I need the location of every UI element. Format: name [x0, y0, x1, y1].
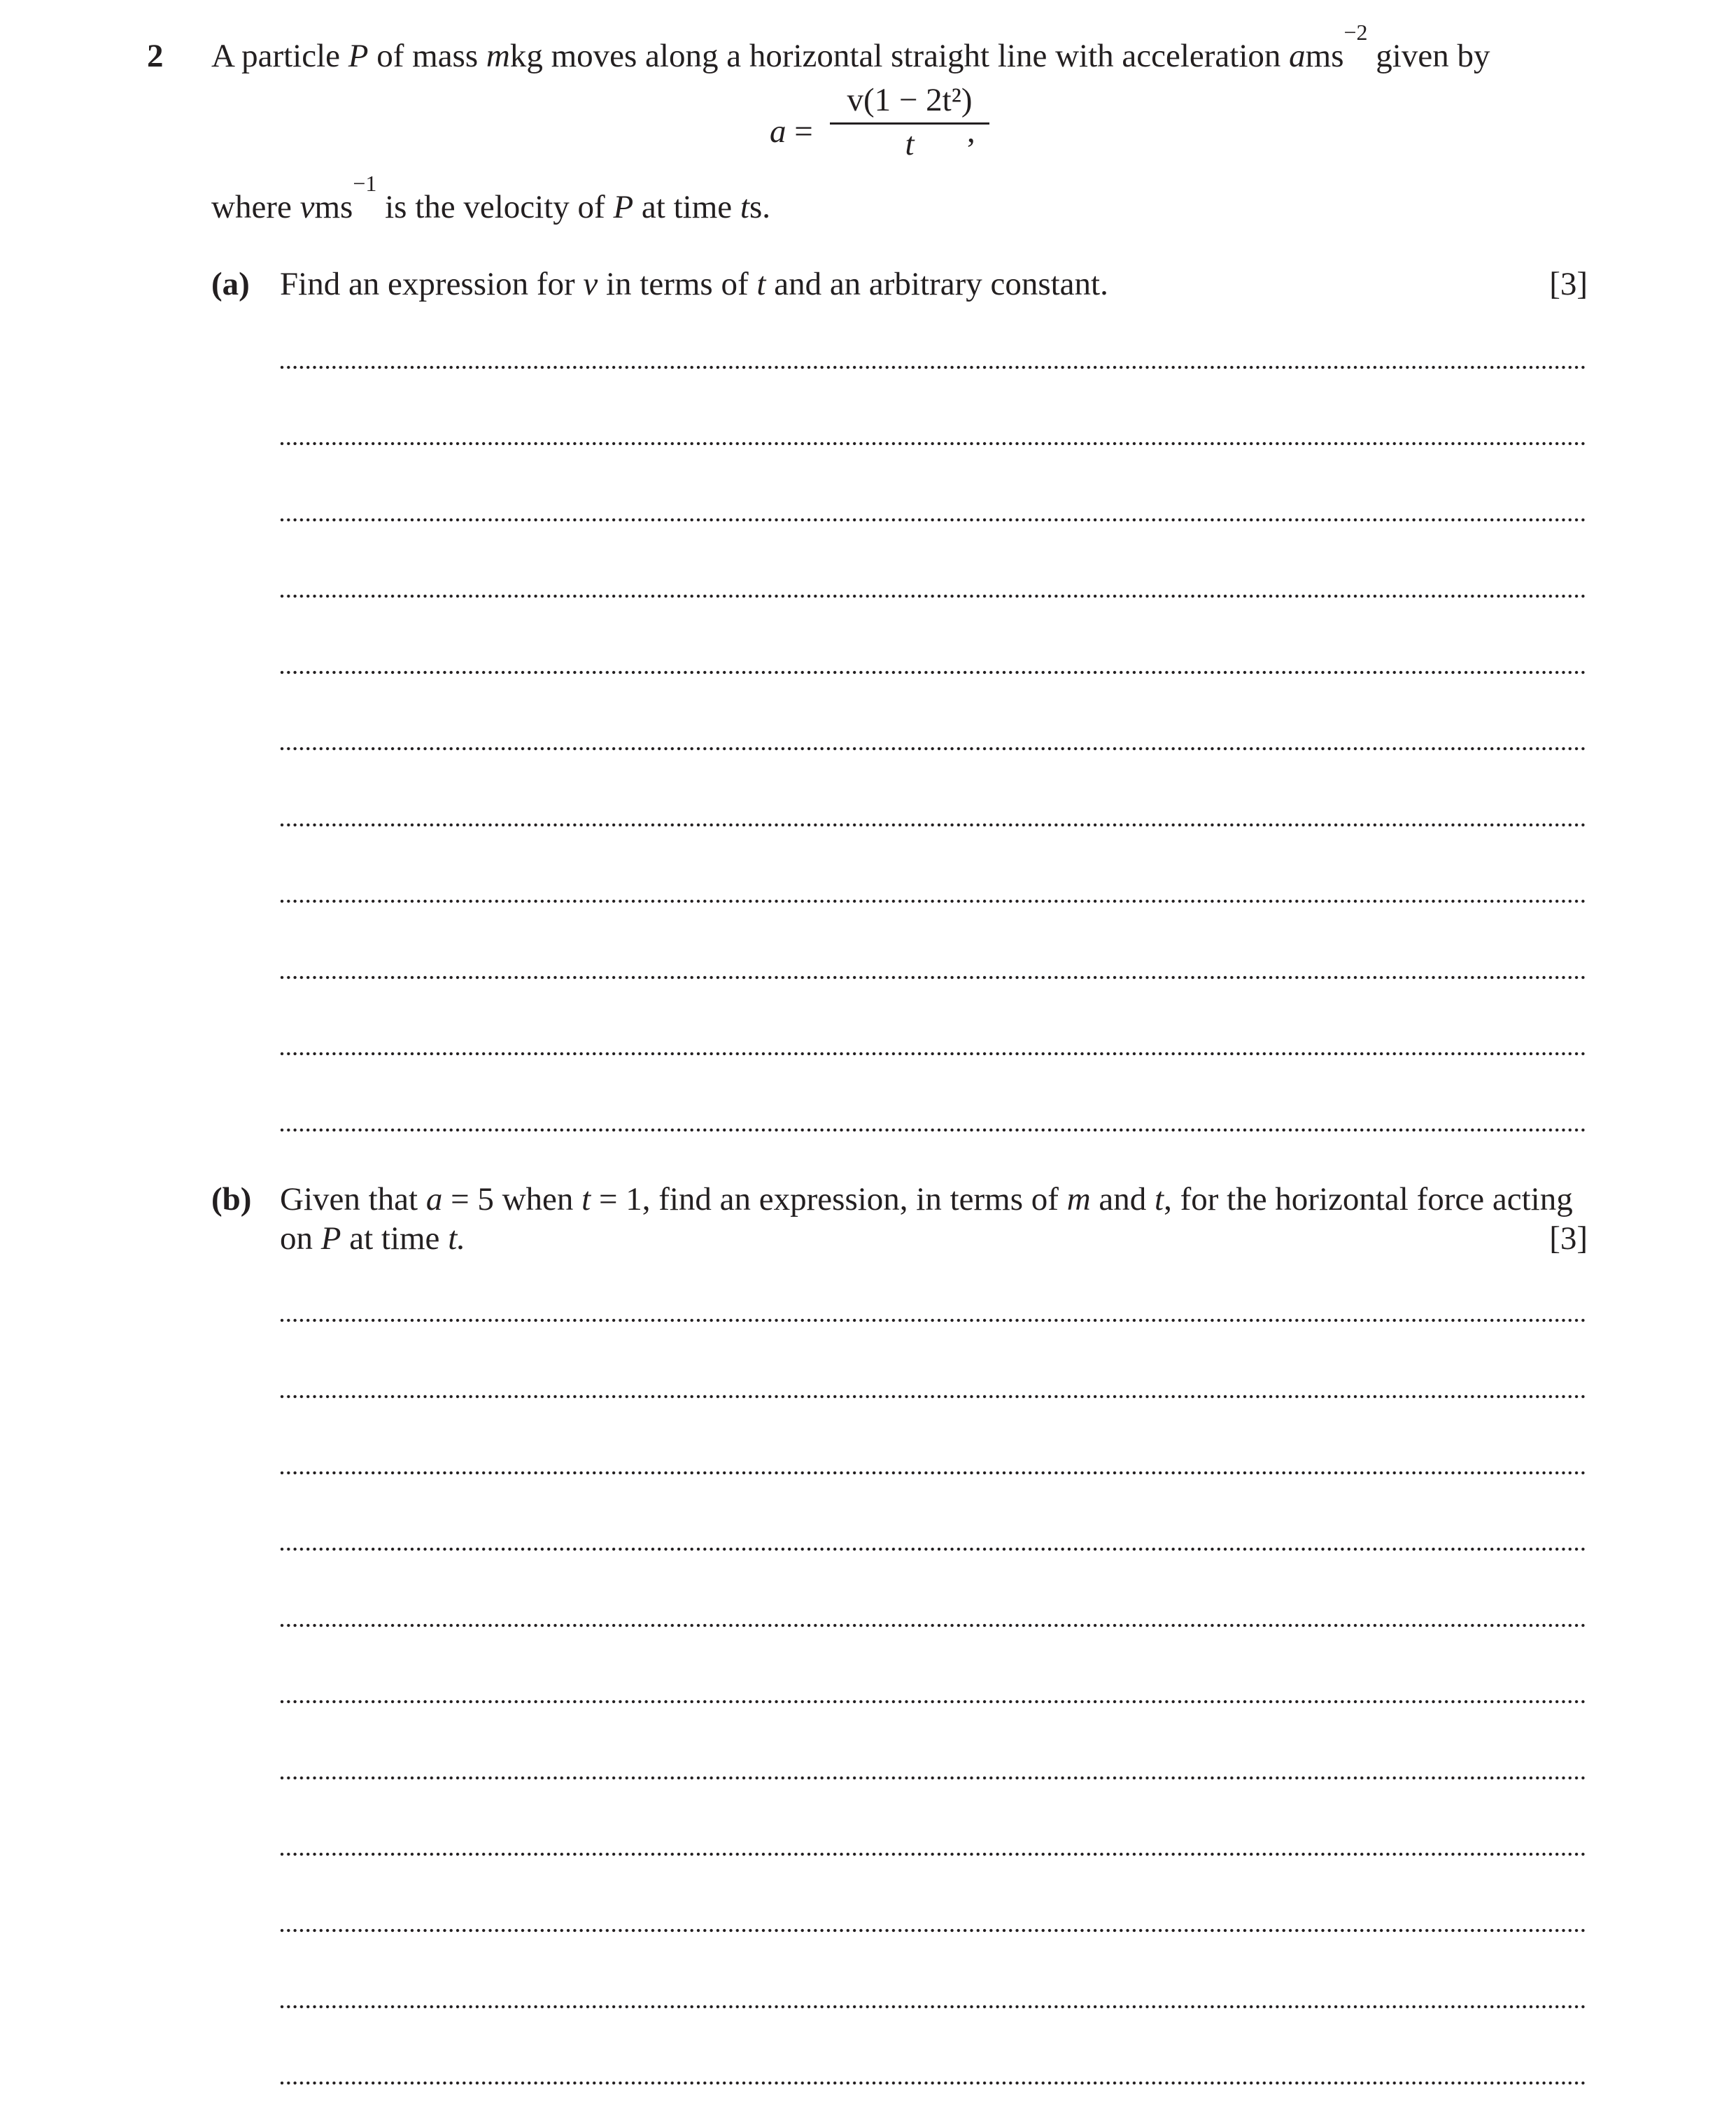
part-a-marks: [3] [1549, 266, 1588, 302]
where-text-3: is the velocity of [376, 189, 614, 225]
part-b-answer-line[interactable] [280, 1623, 1587, 1628]
part-a-text-1: Find an expression for [280, 266, 584, 302]
equation-fraction [830, 80, 989, 162]
part-b-marks: [3] [1549, 1220, 1588, 1257]
where-var-P: P [613, 189, 634, 225]
part-a-answer-line[interactable] [280, 823, 1587, 827]
part-b-question-line-2 [280, 1219, 465, 1258]
part-a-text-2: in terms of [598, 266, 757, 302]
equation-numerator: v(1 − 2t²) [847, 82, 973, 118]
part-b-answer-line[interactable] [280, 1471, 1587, 1475]
part-b-answer-line[interactable] [280, 1852, 1587, 1856]
part-b-text-6: on [280, 1220, 321, 1257]
part-a-answer-line[interactable] [280, 518, 1587, 522]
part-b-text-2: = 5 when [442, 1181, 582, 1217]
unit-ms: ms [1305, 38, 1344, 74]
part-b-answer-line[interactable] [280, 2081, 1587, 2085]
part-b-answer-line[interactable] [280, 1318, 1587, 1322]
part-b-text-1: Given that [280, 1181, 426, 1217]
where-text-4: at time [633, 189, 740, 225]
part-b-answer-line[interactable] [280, 1395, 1587, 1399]
part-b-answer-line[interactable] [280, 1547, 1587, 1551]
intro-text-1: A particle [211, 38, 348, 74]
part-a-answer-line[interactable] [280, 594, 1587, 598]
unit-exponent: −2 [1343, 20, 1368, 45]
part-b-var-t-3: t. [448, 1220, 465, 1257]
intro-text-3: kg moves along a horizontal straight line with acceleration [509, 38, 1290, 74]
part-b-var-t-2: t [1155, 1181, 1164, 1217]
part-a-text-3: and an arbitrary constant. [765, 266, 1108, 302]
intro-text-5: given by [1367, 38, 1490, 74]
part-a-var-v: v [583, 266, 598, 302]
where-unit-ms: ms [314, 189, 353, 225]
part-b-var-a: a [425, 1181, 443, 1217]
where-sentence [211, 171, 770, 227]
part-b-question-line-1 [280, 1180, 1573, 1219]
where-text-5: s. [749, 189, 770, 225]
part-b-text-4: and [1090, 1181, 1155, 1217]
intro-text-2: of mass [368, 38, 486, 74]
part-a-label: (a) [211, 266, 250, 302]
part-a-answer-line[interactable] [280, 899, 1587, 903]
part-a-answer-line[interactable] [280, 1128, 1587, 1132]
part-b-answer-line[interactable] [280, 1928, 1587, 1933]
part-b-var-m: m [1066, 1181, 1091, 1217]
part-a-var-t: t [756, 266, 766, 302]
part-b-answer-line[interactable] [280, 1776, 1587, 1780]
fraction-bar [830, 122, 989, 125]
part-a-answer-line[interactable] [280, 747, 1587, 751]
part-b-text-5: , for the horizontal force acting [1164, 1181, 1573, 1217]
part-a-answer-line[interactable] [280, 442, 1587, 446]
var-a: a [1289, 38, 1306, 74]
part-a-question [280, 264, 1108, 304]
part-b-var-t: t [581, 1181, 591, 1217]
var-P: P [348, 38, 369, 74]
part-b-var-P: P [320, 1220, 341, 1257]
equation-lhs [770, 112, 813, 151]
part-b-text-7: at time [341, 1220, 449, 1257]
part-b-answer-line[interactable] [280, 1700, 1587, 1704]
part-a-answer-line[interactable] [280, 1052, 1587, 1056]
part-b-label: (b) [211, 1181, 252, 1217]
var-m: m [486, 38, 510, 74]
part-b-answer-line[interactable] [280, 2005, 1587, 2009]
equation-denominator: t [905, 126, 915, 162]
equation-comma: , [967, 113, 975, 150]
where-var-t: t [740, 189, 749, 225]
part-a-answer-line[interactable] [280, 365, 1587, 369]
where-text-1: where [211, 189, 300, 225]
var-v: v [299, 189, 315, 225]
question-number: 2 [147, 38, 164, 74]
part-b-text-3: = 1, find an expression, in terms of [591, 1181, 1067, 1217]
where-unit-exponent: −1 [353, 171, 377, 196]
part-a-answer-line[interactable] [280, 670, 1587, 675]
part-a-answer-line[interactable] [280, 975, 1587, 980]
question-intro [211, 20, 1490, 76]
equation-equals: = [794, 113, 813, 150]
equation-var-a: a [770, 113, 786, 150]
